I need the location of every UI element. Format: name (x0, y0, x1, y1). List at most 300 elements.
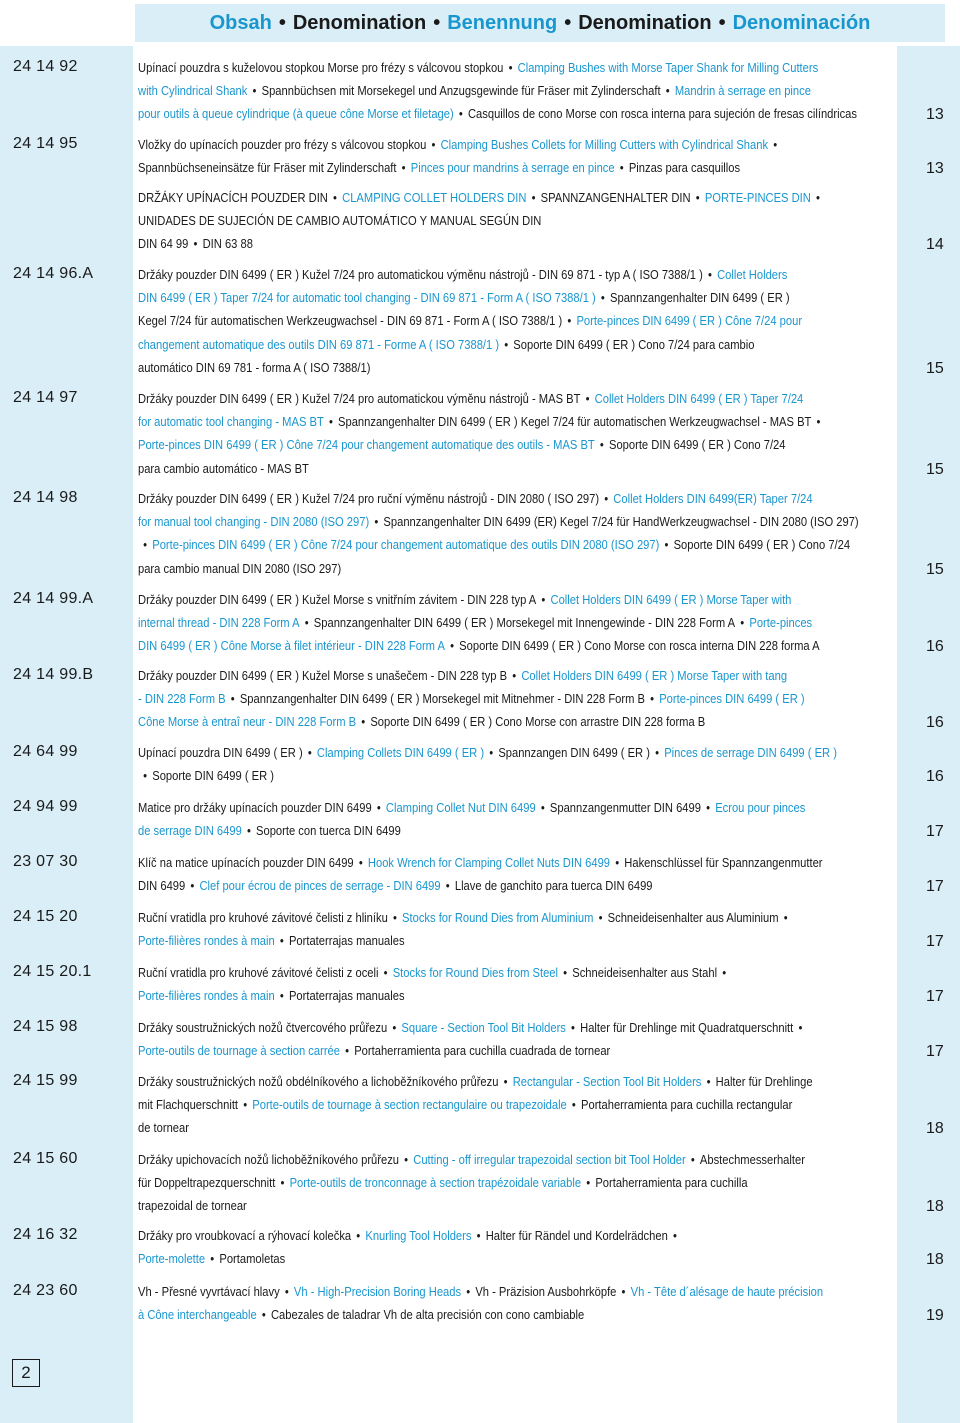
entry-code: 23 07 30 (13, 853, 78, 870)
entry-text: Soporte DIN 6499 ( ER ) Cono Morse con rosca interna DIN 228 forma A (459, 638, 820, 654)
description-line (138, 984, 898, 1007)
entry-text: Ruční vratidla pro kruhové závitové čelisti z hliníku (138, 910, 388, 925)
bullet-separator: • (695, 190, 700, 205)
translation-text: Clamping Collets DIN 6499 ( ER ) (316, 745, 485, 760)
entry-text: UNIDADES DE SUJECIÓN DE CAMBIO AUTOMÁTICO Y MANUAL SEGÚN DIN (138, 213, 542, 229)
bullet-separator: • (655, 745, 660, 760)
bullet-separator: • (376, 800, 381, 815)
description-line (138, 557, 898, 580)
bullet-separator: • (672, 1228, 677, 1243)
description-line (138, 102, 898, 125)
entry-page-number: 17 (926, 878, 944, 896)
bullet-separator: • (619, 160, 624, 176)
entry-text: Spannzangenhalter DIN 6499 ( ER ) Morsekegel mit Mitnehmer - DIN 228 Form B (239, 691, 645, 707)
translation-text: DIN 6499 ( ER ) Taper 7/24 for automatic tool changing - DIN 69 871 - Form A ( ISO 7388/1 ) (138, 290, 596, 306)
bullet-separator: • (621, 1284, 626, 1299)
bullet-separator: • (246, 823, 251, 839)
entry-page-number: 19 (926, 1307, 944, 1325)
entry-page-number: 16 (926, 714, 944, 732)
entry-description (138, 56, 898, 126)
translation-text: à Cône interchangeable (138, 1307, 257, 1323)
entry-text: Schneideisenhalter aus Aluminium (607, 910, 779, 925)
description-line (138, 1116, 898, 1139)
translation-text: Knurling Tool Holders (365, 1228, 472, 1243)
bullet-separator: • (392, 910, 397, 925)
bullet-separator: • (374, 514, 379, 530)
description-line (138, 156, 898, 179)
description-line (138, 79, 898, 102)
translation-text: Mandrin à serrage en pince (674, 83, 811, 99)
bullet-separator: • (798, 1020, 803, 1035)
entry-description (138, 133, 898, 179)
entry-text: Soporte DIN 6499 ( ER ) Cono 7/24 (673, 537, 851, 553)
entry-text: trapezoidal de tornear (138, 1198, 247, 1214)
description-line (138, 611, 898, 634)
entry-code: 24 94 99 (13, 798, 78, 815)
description-line (138, 410, 898, 433)
translation-text: Vh - Tête d´alésage de haute précision (630, 1284, 824, 1299)
description-line (138, 457, 898, 480)
bullet-separator: • (143, 537, 148, 553)
entry-text: Držáky pouzder DIN 6499 ( ER ) Kužel 7/24 pro ruční výměnu nástrojů - DIN 2080 ( ISO 297) (138, 491, 600, 506)
bullet-separator: • (586, 1175, 591, 1191)
entry-text: Matice pro držáky upínacích pouzder DIN 6499 (138, 800, 372, 815)
description-line (138, 56, 898, 79)
header-word-fr: Denomination (578, 11, 712, 34)
entry-code: 24 14 99.A (13, 590, 94, 607)
entry-page-number: 18 (926, 1198, 944, 1216)
entry-text: para cambio manual DIN 2080 (ISO 297) (138, 560, 342, 576)
bullet-separator: • (599, 437, 604, 453)
translation-text: Stocks for Round Dies from Steel (392, 965, 559, 980)
entry-description (138, 186, 898, 256)
bullet-separator: • (230, 691, 235, 707)
translation-text: pour outils à queue cylindrique (à queue cône Morse et filetage) (138, 106, 454, 122)
entry-text: Casquillos de cono Morse con rosca interna para sujeción de fresas cilíndricas (467, 106, 857, 122)
bullet-separator: • (450, 638, 455, 654)
description-line (138, 1148, 898, 1171)
bullet-separator: • (261, 1307, 266, 1323)
bullet-separator: • (531, 190, 536, 205)
entry-text: Pinzas para casquillos (628, 160, 741, 176)
bullet-separator: • (585, 391, 590, 406)
description-line (138, 634, 898, 657)
bullet-separator: • (304, 615, 309, 631)
description-line (138, 1171, 898, 1194)
description-line (138, 1247, 898, 1270)
entry-text: Portaherramienta para cuchilla cuadrada de tornear (354, 1043, 611, 1059)
bullet-separator: • (243, 1097, 248, 1113)
entry-page-number: 17 (926, 1043, 944, 1061)
entry-page-number: 15 (926, 460, 944, 478)
bullet-separator: • (816, 190, 820, 205)
entry-text: Spannzangenhalter DIN 6499 (ER) Kegel 7/24 für HandWerkzeugwachsel - DIN 2080 (ISO 297) (383, 514, 859, 530)
bullet-separator: • (615, 855, 620, 870)
description-line (138, 929, 898, 952)
entry-description (138, 588, 898, 658)
header-bullet: • (278, 11, 286, 34)
translation-text: Pinces de serrage DIN 6499 ( ER ) (664, 745, 837, 760)
translation-text: Cône Morse à entraî neur - DIN 228 Form B (138, 714, 357, 730)
entry-text: Držáky pouzder DIN 6499 ( ER ) Kužel 7/24 pro automatickou výměnu nástrojů - MAS BT (138, 391, 581, 406)
page-number: 2 (12, 1359, 40, 1387)
header-word-en: Denomination (292, 11, 427, 34)
bullet-separator: • (193, 236, 198, 252)
entry-page-number: 15 (926, 560, 944, 578)
entry-text: Portamoletas (219, 1251, 286, 1267)
translation-text: CLAMPING COLLET HOLDERS DIN (342, 190, 527, 205)
bullet-separator: • (604, 491, 609, 506)
entry-page-number: 15 (926, 359, 944, 377)
translation-text: Collet Holders DIN 6499 ( ER ) Morse Taper with tang (521, 668, 788, 683)
entry-text: Vložky do upínacích pouzder pro frézy s válcovou stopkou (138, 137, 427, 152)
entry-text: Držáky pouzder DIN 6499 ( ER ) Kužel Morse s vnitřním závitem - DIN 228 typ A (138, 592, 537, 607)
translation-text: Porte-molette (138, 1251, 206, 1267)
entry-text: Spannzangenhalter DIN 6499 ( ER ) (610, 290, 790, 306)
entry-description (138, 1070, 898, 1140)
bullet-separator: • (665, 83, 670, 99)
translation-text: Collet Holders DIN 6499 ( ER ) Taper 7/24 (594, 391, 804, 406)
entry-text: Držáky pouzder DIN 6499 ( ER ) Kužel Morse s unašečem - DIN 228 typ B (138, 668, 508, 683)
entry-description (138, 796, 898, 842)
entry-code: 24 15 99 (13, 1072, 78, 1089)
bullet-separator: • (706, 800, 711, 815)
bullet-separator: • (773, 137, 778, 152)
entry-text: Soporte DIN 6499 ( ER ) Cono 7/24 (608, 437, 786, 453)
entry-text: de tornear (138, 1120, 189, 1136)
description-line (138, 387, 898, 410)
entry-page-number: 18 (926, 1120, 944, 1138)
bullet-separator: • (512, 668, 517, 683)
description-line (138, 764, 898, 787)
entry-text: Spannzangenhalter DIN 6499 ( ER ) Kegel 7/24 für automatischen Werkzeugwachsel - MAS BT (338, 414, 812, 430)
translation-text: Pinces pour mandrins à serrage en pince (410, 160, 615, 176)
entry-page-number: 16 (926, 638, 944, 656)
translation-text: Porte-pinces DIN 6499 ( ER ) (659, 691, 805, 707)
translation-text: Porte-pinces DIN 6499 ( ER ) Cône 7/24 pour changement automatique des outils DIN 2080 (ISO 297) (152, 537, 660, 553)
entry-text: para cambio automático - MAS BT (138, 460, 309, 476)
description-line (138, 1303, 898, 1326)
entry-code: 24 15 60 (13, 1150, 78, 1167)
entry-code: 24 16 32 (13, 1226, 78, 1243)
entry-text: Portaterrajas manuales (288, 988, 405, 1004)
translation-text: Clamping Bushes with Morse Taper Shank for Milling Cutters (517, 60, 819, 75)
description-line (138, 510, 898, 533)
entry-text: DIN 63 88 (202, 236, 253, 252)
entry-text: Držáky soustružnických nožů čtvercového průřezu (138, 1020, 388, 1035)
bullet-separator: • (284, 1284, 289, 1299)
description-line (138, 533, 898, 556)
entry-description (138, 664, 898, 734)
bullet-separator: • (722, 965, 727, 980)
bullet-separator: • (143, 768, 148, 784)
header-bar (135, 4, 945, 42)
translation-text: Square - Section Tool Bit Holders (401, 1020, 566, 1035)
entry-text: Portaterrajas manuales (288, 933, 405, 949)
entry-text: Vh - Přesné vyvrtávací hlavy (138, 1284, 280, 1299)
entry-code: 24 14 92 (13, 58, 78, 75)
description-line (138, 1194, 898, 1217)
description-line (138, 710, 898, 733)
translation-text: Clamping Bushes Collets for Milling Cutters with Cylindrical Shank (440, 137, 769, 152)
entry-text: Držáky soustružnických nožů obdélníkového a lichoběžníkového průřezu (138, 1074, 499, 1089)
bullet-separator: • (489, 745, 494, 760)
translation-text: de serrage DIN 6499 (138, 823, 242, 839)
entry-code: 24 14 98 (13, 489, 78, 506)
description-line (138, 186, 898, 209)
entry-text: Spannzangen DIN 6499 ( ER ) (498, 745, 650, 760)
entry-text: Kegel 7/24 für automatischen Werkzeugwachsel - DIN 69 871 - Form A ( ISO 7388/1 ) (138, 313, 563, 329)
entry-text: Soporte con tuerca DIN 6499 (256, 823, 401, 839)
bullet-separator: • (383, 965, 388, 980)
bullet-separator: • (307, 745, 312, 760)
translation-text: PORTE-PINCES DIN (704, 190, 811, 205)
translation-text: Collet Holders DIN 6499 ( ER ) Morse Taper with (550, 592, 792, 607)
bullet-separator: • (740, 615, 745, 631)
bullet-separator: • (650, 691, 655, 707)
entry-text: Spannbüchsen mit Morsekegel und Anzugsgewinde für Fräser mit Zylinderschaft (261, 83, 661, 99)
entry-code: 24 14 97 (13, 389, 78, 406)
translation-text: DIN 6499 ( ER ) Cône Morse à filet intérieur - DIN 228 Form A (138, 638, 445, 654)
description-line (138, 1280, 898, 1303)
entry-page-number: 17 (926, 988, 944, 1006)
entry-text: Ruční vratidla pro kruhové závitové čelisti z oceli (138, 965, 379, 980)
entry-text: Cabezales de taladrar Vh de alta precisión con cono cambiable (270, 1307, 585, 1323)
translation-text: Clef pour écrou de pinces de serrage - DIN 6499 (199, 878, 441, 894)
entry-page-number: 13 (926, 106, 944, 124)
bullet-separator: • (392, 1020, 397, 1035)
translation-text: Porte-outils de tronconnage à section trapézoidale variable (289, 1175, 582, 1191)
entry-description (138, 741, 898, 787)
bullet-separator: • (280, 1175, 285, 1191)
bullet-separator: • (356, 1228, 361, 1243)
translation-text: Rectangular - Section Tool Bit Holders (512, 1074, 702, 1089)
entry-description (138, 1224, 898, 1270)
entry-code: 24 14 99.B (13, 666, 94, 683)
translation-text: Collet Holders DIN 6499(ER) Taper 7/24 (613, 491, 813, 506)
bullet-separator: • (361, 714, 366, 730)
header-word-es: Denominación (732, 11, 871, 34)
description-line (138, 851, 898, 874)
description-line (138, 309, 898, 332)
bullet-separator: • (508, 60, 513, 75)
translation-text: Stocks for Round Dies from Aluminium (402, 910, 594, 925)
bullet-separator: • (431, 137, 436, 152)
translation-text: changement automatique des outils DIN 69 871 - Forme A ( ISO 7388/1 ) (138, 336, 500, 352)
entry-text: Držáky pouzder DIN 6499 ( ER ) Kužel 7/24 pro automatickou výměnu nástrojů - DIN 69 871 - typ A ( ISO 7388/1 ) (138, 267, 703, 282)
translation-text: Collet Holders (717, 267, 788, 282)
entry-code: 24 15 98 (13, 1018, 78, 1035)
bullet-separator: • (690, 1152, 695, 1167)
entry-description (138, 851, 898, 897)
entry-text: Llave de ganchito para tuerca DIN 6499 (454, 878, 653, 894)
description-line (138, 796, 898, 819)
bullet-separator: • (706, 1074, 711, 1089)
entry-description (138, 387, 898, 480)
translation-text: - DIN 228 Form B (138, 691, 226, 707)
bullet-separator: • (458, 106, 463, 122)
description-line (138, 1039, 898, 1062)
translation-text: Porte-filières rondes à main (138, 933, 275, 949)
entry-page-number: 17 (926, 823, 944, 841)
entry-description (138, 263, 898, 379)
bullet-separator: • (279, 933, 284, 949)
entry-text: Soporte DIN 6499 ( ER ) Cono Morse con arrastre DIN 228 forma B (370, 714, 706, 730)
bullet-separator: • (210, 1251, 215, 1267)
description-line (138, 961, 898, 984)
entry-page-number: 16 (926, 768, 944, 786)
bullet-separator: • (404, 1152, 409, 1167)
entry-text: Hakenschlüssel für Spannzangenmutter (624, 855, 823, 870)
bullet-separator: • (567, 313, 572, 329)
description-line (138, 1224, 898, 1247)
translation-text: Vh - High-Precision Boring Heads (293, 1284, 462, 1299)
bullet-separator: • (708, 267, 712, 282)
entry-page-number: 17 (926, 933, 944, 951)
bullet-separator: • (664, 537, 669, 553)
description-line (138, 433, 898, 456)
entry-description (138, 961, 898, 1007)
description-line (138, 263, 898, 286)
entry-code: 24 23 60 (13, 1282, 78, 1299)
description-line (138, 333, 898, 356)
bullet-separator: • (476, 1228, 481, 1243)
description-line (138, 906, 898, 929)
description-line (138, 209, 898, 232)
translation-text: Hook Wrench for Clamping Collet Nuts DIN 6499 (367, 855, 611, 870)
entry-text: DIN 6499 (138, 878, 186, 894)
entry-code: 24 15 20.1 (13, 963, 92, 980)
header-bullet: • (564, 11, 572, 34)
bullet-separator: • (503, 1074, 508, 1089)
entry-page-number: 18 (926, 1251, 944, 1269)
entry-text: Halter für Drehlinge mit Quadratquerschnitt (580, 1020, 794, 1035)
entry-text: automático DIN 69 781 - forma A ( ISO 7388/1) (138, 359, 371, 375)
description-line (138, 741, 898, 764)
entry-text: für Doppeltrapezquerschnitt (138, 1175, 276, 1191)
bullet-separator: • (345, 1043, 350, 1059)
bullet-separator: • (571, 1020, 575, 1035)
translation-text: with Cylindrical Shank (138, 83, 248, 99)
entry-text: Halter für Drehlinge (715, 1074, 813, 1089)
bullet-separator: • (358, 855, 363, 870)
entry-code: 24 64 99 (13, 743, 78, 760)
bullet-separator: • (445, 878, 450, 894)
entry-code: 24 15 20 (13, 908, 78, 925)
entry-text: DIN 64 99 (138, 236, 189, 252)
bullet-separator: • (328, 414, 333, 430)
header-word-cz: Obsah (209, 11, 272, 34)
bullet-separator: • (816, 414, 821, 430)
entry-text: Soporte DIN 6499 ( ER ) Cono 7/24 para cambio (513, 336, 755, 352)
entry-text: Soporte DIN 6499 ( ER ) (152, 768, 275, 784)
bullet-separator: • (783, 910, 788, 925)
header-word-de: Benennung (447, 11, 558, 34)
bullet-separator: • (279, 988, 284, 1004)
bullet-separator: • (600, 290, 605, 306)
entry-text: Upínací pouzdra DIN 6499 ( ER ) (138, 745, 303, 760)
bullet-separator: • (540, 800, 545, 815)
entry-code: 24 14 95 (13, 135, 78, 152)
description-line (138, 588, 898, 611)
entry-text: Klíč na matice upínacích pouzder DIN 6499 (138, 855, 354, 870)
code-column (0, 46, 133, 1423)
entry-text: Portaherramienta para cuchilla (595, 1175, 748, 1191)
description-line (138, 1093, 898, 1116)
bullet-separator: • (598, 910, 603, 925)
entry-text: Držáky upichovacích nožů lichoběžníkového průřezu (138, 1152, 400, 1167)
translation-text: Porte-pinces DIN 6499 ( ER ) Cône 7/24 pour changement automatique des outils - MAS BT (138, 437, 595, 453)
translation-text: for manual tool changing - DIN 2080 (ISO 297) (138, 514, 370, 530)
entry-description (138, 906, 898, 952)
entry-text: Spannzangenhalter DIN 6499 ( ER ) Morsekegel mit Innengewinde - DIN 228 Form A (313, 615, 736, 631)
bullet-separator: • (401, 160, 406, 176)
header-bullet: • (433, 11, 441, 34)
description-line (138, 286, 898, 309)
entry-description (138, 1016, 898, 1062)
translation-text: Porte-pinces DIN 6499 ( ER ) Cône 7/24 pour (576, 313, 803, 329)
entry-text: Upínací pouzdra s kuželovou stopkou Morse pro frézy s válcovou stopkou (138, 60, 504, 75)
entry-text: Portaherramienta para cuchilla rectangular (581, 1097, 793, 1113)
entry-text: SPANNZANGENHALTER DIN (540, 190, 691, 205)
description-line (138, 1016, 898, 1039)
entry-description (138, 1280, 898, 1326)
entry-text: Vh - Präzision Ausbohrköpfe (475, 1284, 617, 1299)
translation-text: Clamping Collet Nut DIN 6499 (385, 800, 536, 815)
bullet-separator: • (504, 336, 509, 352)
description-line (138, 487, 898, 510)
bullet-separator: • (563, 965, 568, 980)
translation-text: internal thread - DIN 228 Form A (138, 615, 300, 631)
description-line (138, 232, 898, 255)
bullet-separator: • (333, 190, 337, 205)
description-line (138, 1070, 898, 1093)
translation-text: for automatic tool changing - MAS BT (138, 414, 324, 430)
translation-text: Porte-pinces (749, 615, 813, 631)
entry-text: Držáky pro vroubkovací a rýhovací kolečka (138, 1228, 352, 1243)
bullet-separator: • (190, 878, 195, 894)
entry-description (138, 1148, 898, 1218)
entry-text: mit Flachquerschnitt (138, 1097, 239, 1113)
entry-description (138, 487, 898, 580)
bullet-separator: • (466, 1284, 471, 1299)
entry-code: 24 14 96.A (13, 265, 94, 282)
bullet-separator: • (541, 592, 546, 607)
description-line (138, 819, 898, 842)
description-line (138, 687, 898, 710)
bullet-separator: • (571, 1097, 576, 1113)
entry-text: Spannzangenmutter DIN 6499 (549, 800, 701, 815)
translation-text: Cutting - off irregular trapezoidal section bit Tool Holder (413, 1152, 686, 1167)
description-line (138, 874, 898, 897)
header-bullet: • (718, 11, 726, 34)
entry-text: Schneideisenhalter aus Stahl (572, 965, 718, 980)
entry-text: Halter für Rändel und Kordelrädchen (485, 1228, 668, 1243)
page-header (0, 0, 960, 46)
bullet-separator: • (252, 83, 257, 99)
translation-text: Porte-outils de tournage à section rectangulaire ou trapezoidale (252, 1097, 567, 1113)
entry-text: Abstechmesserhalter (699, 1152, 805, 1167)
entry-page-number: 14 (926, 236, 944, 254)
entry-text: DRŽÁKY UPÍNACÍCH POUZDER DIN (138, 190, 328, 205)
entry-text: Spannbüchseneinsätze für Fräser mit Zylinderschaft (138, 160, 397, 176)
translation-text: Porte-outils de tournage à section carrée (138, 1043, 340, 1059)
description-line (138, 133, 898, 156)
translation-text: Ecrou pour pinces (715, 800, 806, 815)
translation-text: Porte-filières rondes à main (138, 988, 275, 1004)
entry-page-number: 13 (926, 160, 944, 178)
description-line (138, 664, 898, 687)
